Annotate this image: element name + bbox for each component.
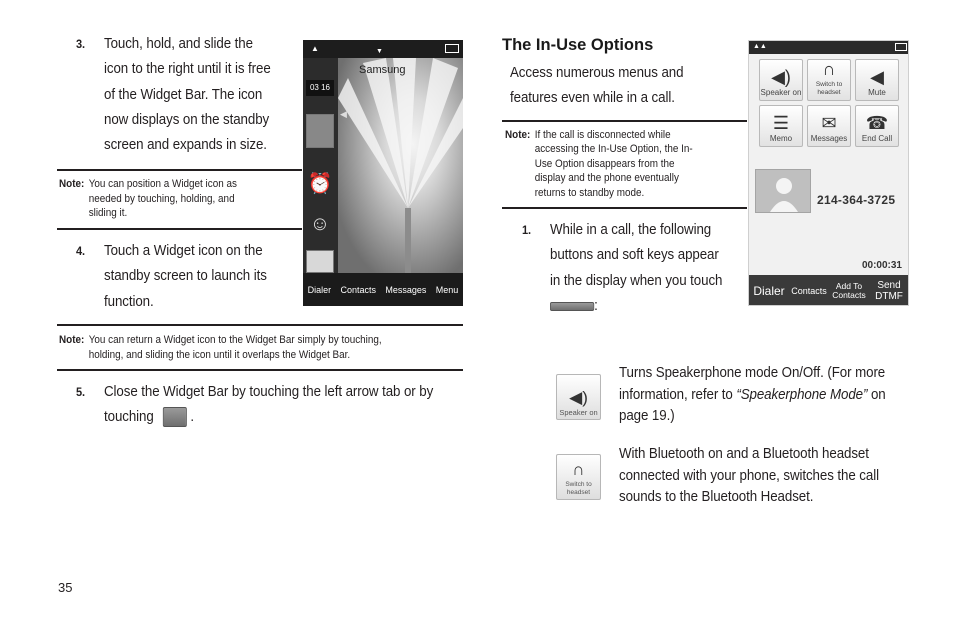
standby-screen-image	[303, 40, 463, 306]
mute-button[interactable]: ◀ Mute	[855, 59, 899, 101]
person-silhouette-icon	[756, 170, 812, 214]
end-call-button[interactable]: ☎ End Call	[855, 105, 899, 147]
note-2-top-rule	[57, 324, 463, 326]
wallpaper-flower	[338, 58, 463, 273]
caller-avatar	[755, 169, 811, 213]
end-call-icon: ☎	[865, 113, 889, 133]
step-1-text: While in a call, the following buttons and soft keys appear in the display when you touch :	[550, 222, 723, 314]
note-2-bottom-rule	[57, 369, 463, 371]
flower-petals-icon	[338, 58, 463, 273]
softkey-contacts[interactable]: Contacts	[791, 286, 827, 296]
page-number: 35	[58, 580, 73, 595]
in-call-screen-image	[748, 40, 909, 306]
status-bar	[749, 41, 909, 54]
softkey-bar	[303, 273, 463, 306]
note-1-top-rule	[57, 169, 302, 171]
note-2: Note: You can return a Widget icon to the Widget Bar simply by touching, holding, and sliding the icon until it overlaps the Widget Bar.	[59, 334, 382, 361]
memo-button[interactable]: ☰ Memo	[759, 105, 803, 147]
brand-label: Samsung	[359, 64, 406, 76]
caller-number: 214-364-3725	[817, 193, 896, 207]
mute-icon: ◀	[870, 67, 884, 87]
messages-button[interactable]: ✉ Messages	[807, 105, 851, 147]
softkey-contacts[interactable]: Contacts	[340, 284, 377, 295]
step-4-text: Touch a Widget icon on the standby screen to launch its function.	[104, 243, 267, 310]
softkey-messages[interactable]: Messages	[385, 284, 427, 295]
step-4-number: 4.	[76, 244, 86, 258]
note-3: Note: If the call is disconnected while accessing the In-Use Option, the In- Use Option disappears from the display and the phone eventually returns to standby mode.	[505, 129, 693, 199]
note-3-top-rule	[502, 120, 747, 122]
date-widget[interactable]: 03 16	[306, 80, 334, 96]
speaker-on-icon-sample: ◀) Speaker on	[556, 374, 601, 420]
softkey-dialer[interactable]: Dialer	[307, 284, 332, 295]
softkey-bar	[749, 275, 909, 306]
note-1-bottom-rule	[57, 228, 302, 230]
headset-icon: ∩	[822, 59, 836, 79]
switch-to-headset-button[interactable]: ∩ Switch to headset	[807, 59, 851, 101]
call-timer: 00:00:31	[861, 260, 902, 271]
widget-bar[interactable]	[303, 58, 338, 273]
in-use-options-key-icon	[550, 302, 594, 311]
switch-to-headset-icon-sample: ∩ Switch to headset	[556, 454, 601, 500]
softkey-dialer[interactable]: Dialer	[753, 284, 785, 298]
widget-bar-close-key-icon	[163, 407, 187, 427]
speaker-on-button[interactable]: ◀) Speaker on	[759, 59, 803, 101]
speaker-icon: ◀)	[569, 387, 588, 407]
signal-icon: ▲▲	[753, 43, 767, 50]
widget-bar-tab-arrow-icon[interactable]: ◀	[340, 109, 347, 119]
softkey-add-to-contacts[interactable]: Add To Contacts	[832, 281, 866, 300]
section-heading: The In-Use Options	[502, 36, 654, 54]
speaker-icon: ◀)	[771, 67, 791, 87]
note-label: Note:	[505, 129, 531, 141]
photo-widget[interactable]	[306, 114, 334, 148]
step-5-number: 5.	[76, 385, 86, 399]
step-3-number: 3.	[76, 37, 86, 51]
step-1-number: 1.	[522, 223, 532, 237]
speaker-description: Turns Speakerphone mode On/Off. (For more information, refer to “Speakerphone Mode” on page 19.)	[619, 365, 886, 424]
headset-description: With Bluetooth on and a Bluetooth headset connected with your phone, switches the call sounds to the Bluetooth Headset.	[619, 446, 879, 505]
softkey-menu[interactable]: Menu	[435, 284, 459, 295]
alarm-clock-icon[interactable]: ⏰	[307, 173, 333, 195]
envelope-icon: ✉	[821, 113, 837, 133]
signal-icon: ▲	[311, 44, 319, 53]
headset-icon: ∩	[572, 460, 585, 479]
step-5-text: Close the Widget Bar by touching the left arrow tab or by touching .	[104, 380, 463, 431]
battery-icon	[445, 44, 459, 53]
intro-text: Access numerous menus and features even while in a call.	[510, 65, 684, 107]
step-3-text: Touch, hold, and slide the icon to the right until it is free of the Widget Bar. The icon now displays on the standby screen and expands in size.	[104, 36, 271, 154]
softkey-send-dtmf[interactable]: Send DTMF	[875, 280, 903, 302]
note-widget[interactable]	[306, 250, 334, 273]
note-label: Note:	[59, 178, 85, 190]
note-1: Note: You can position a Widget icon as needed by touching, holding, and sliding it.	[59, 178, 237, 220]
avatar-widget-icon[interactable]: ☺	[309, 213, 331, 235]
battery-icon	[895, 43, 907, 51]
note-3-bottom-rule	[502, 207, 747, 209]
memo-icon: ☰	[772, 113, 790, 133]
dropdown-arrow-icon: ▼	[376, 48, 383, 55]
status-bar	[303, 40, 463, 58]
note-label: Note:	[59, 334, 85, 346]
